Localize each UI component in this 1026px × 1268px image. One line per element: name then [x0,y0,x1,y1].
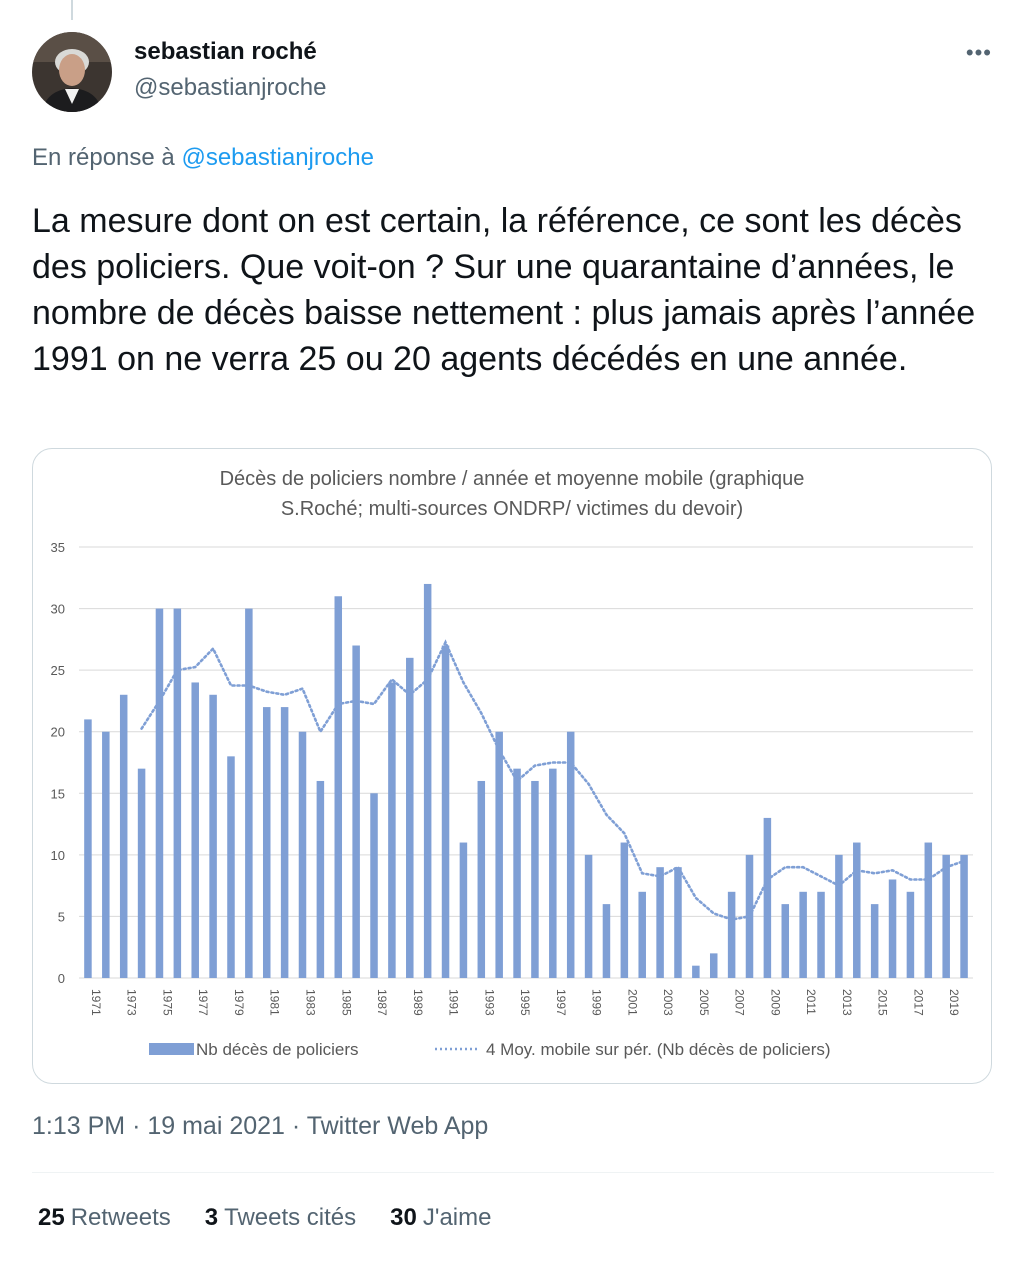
retweets-count: 25 [38,1204,65,1231]
bar-1981 [263,707,271,978]
bar-1973 [120,695,128,978]
quote-tweets-count: 3 [204,1204,219,1231]
quote-tweets-label: Tweets cités [224,1204,357,1231]
meta-separator: · [132,1112,141,1140]
x-tick-label: 1973 [124,989,139,1016]
bar-1985 [335,596,343,978]
bar-2007 [728,892,736,978]
quote-tweets-stat[interactable] [205,1204,356,1232]
tweet-source[interactable]: Twitter Web App [306,1112,489,1140]
tweet-stats [38,1204,491,1232]
bar-1980 [245,609,253,978]
chart-title-line: S.Roché; multi-sources ONDRP/ victimes du devoir) [280,498,744,520]
likes-label: J'aime [422,1204,492,1231]
bar-1972 [102,732,110,978]
y-tick-label: 35 [50,540,65,555]
y-tick-label: 30 [50,601,65,617]
bar-1992 [460,843,468,978]
author-name[interactable]: sebastian roché [134,38,317,65]
x-tick-label: 1975 [160,989,175,1016]
x-tick-label: 1993 [482,989,497,1016]
meta-separator: · [291,1112,301,1140]
bar-2012 [817,892,825,978]
bar-1975 [156,609,164,978]
bar-1996 [531,781,539,978]
bar-1989 [406,658,414,978]
x-tick-label: 1981 [267,989,282,1016]
bar-2015 [871,904,879,978]
legend-line-label: 4 Moy. mobile sur pér. (Nb décès de policiers) [486,1040,831,1059]
x-tick-label: 1995 [518,989,533,1016]
y-tick-label: 20 [50,724,65,740]
bar-1982 [281,707,289,978]
bar-1999 [585,855,593,978]
x-tick-label: 2005 [696,989,711,1016]
bar-1995 [513,769,521,978]
bar-2016 [889,879,897,978]
bar-1974 [138,769,146,978]
likes-count: 30 [390,1204,417,1231]
bar-2001 [621,843,629,978]
bar-2000 [603,904,611,978]
legend-bar-label: Nb décès de policiers [196,1040,359,1059]
bar-2004 [674,867,682,978]
bar-1990 [424,584,432,978]
bar-1979 [227,756,235,978]
reply-prefix: En réponse à [32,144,175,171]
likes-stat[interactable] [390,1204,491,1232]
x-tick-label: 2009 [768,989,783,1016]
retweets-label: Retweets [70,1204,171,1231]
x-tick-label: 2011 [804,989,819,1015]
bar-1993 [478,781,486,978]
bar-2020 [960,855,968,978]
bar-1971 [84,719,92,978]
bar-1998 [567,732,575,978]
bar-2018 [925,843,933,978]
avatar[interactable] [32,32,112,112]
tweet-date[interactable]: 19 mai 2021 [147,1112,285,1140]
x-tick-label: 2019 [947,989,962,1016]
x-tick-label: 1983 [303,989,318,1016]
chart-image-card[interactable] [32,448,992,1084]
x-tick-label: 1971 [88,989,103,1016]
x-tick-label: 2017 [911,989,926,1016]
bar-2017 [907,892,915,978]
tweet-time[interactable]: 1:13 PM [32,1112,126,1140]
x-tick-label: 1977 [196,989,211,1016]
author-handle[interactable]: @sebastianjroche [134,74,327,101]
bar-1977 [191,682,199,978]
x-tick-label: 1979 [231,989,246,1016]
bar-2009 [764,818,772,978]
x-tick-label: 2013 [839,989,854,1016]
x-tick-label: 1991 [446,989,461,1016]
bar-1983 [299,732,307,978]
bar-1994 [495,732,503,978]
more-options-button[interactable] [966,40,992,66]
bar-1976 [174,609,182,978]
more-horizontal-icon: ••• [965,40,992,65]
bar-2011 [799,892,807,978]
police-deaths-chart [33,449,991,1083]
bar-2014 [853,843,861,978]
tweet-text: La mesure dont on est certain, la référence, ce sont les décès des policiers. Que voit-on ? Sur une quarantaine d’années, le nombre de décès baisse nettement : plus jamais après l’année 1991 on ne verra 25 ou 20 agents décédés en une année. [32,202,976,378]
chart-title-line: Décès de policiers nombre / année et moyenne mobile (graphique [219,468,805,490]
bar-1997 [549,769,557,978]
bar-1986 [352,646,360,978]
y-tick-label: 5 [57,909,65,925]
bar-1988 [388,682,396,978]
reply-to-link[interactable]: @sebastianjroche [181,144,374,171]
avatar-image [32,32,112,112]
divider [32,1172,994,1173]
bar-1984 [317,781,325,978]
bar-2005 [692,966,700,978]
retweets-stat[interactable] [38,1204,171,1232]
bar-1987 [370,793,378,978]
bar-2013 [835,855,843,978]
tweet-meta [32,1112,488,1141]
bar-2006 [710,953,718,978]
x-tick-label: 2015 [875,989,890,1016]
x-tick-label: 1987 [375,989,390,1016]
x-tick-label: 1999 [589,989,604,1016]
y-tick-label: 25 [50,663,65,679]
x-tick-label: 2003 [661,989,676,1016]
x-tick-label: 1985 [339,989,354,1016]
y-tick-label: 15 [50,786,65,802]
thread-connector-line [71,0,73,20]
bar-1978 [209,695,217,978]
bar-2002 [638,892,646,978]
bar-2003 [656,867,664,978]
x-tick-label: 1997 [553,989,568,1016]
bar-2019 [942,855,950,978]
legend-bar-swatch [149,1043,194,1055]
bar-1991 [442,646,450,978]
y-tick-label: 10 [50,847,65,863]
reply-context [32,144,374,172]
bar-2010 [782,904,790,978]
x-tick-label: 2007 [732,989,747,1016]
y-tick-label: 0 [57,971,65,986]
x-tick-label: 1989 [410,989,425,1016]
x-tick-label: 2001 [625,989,640,1016]
